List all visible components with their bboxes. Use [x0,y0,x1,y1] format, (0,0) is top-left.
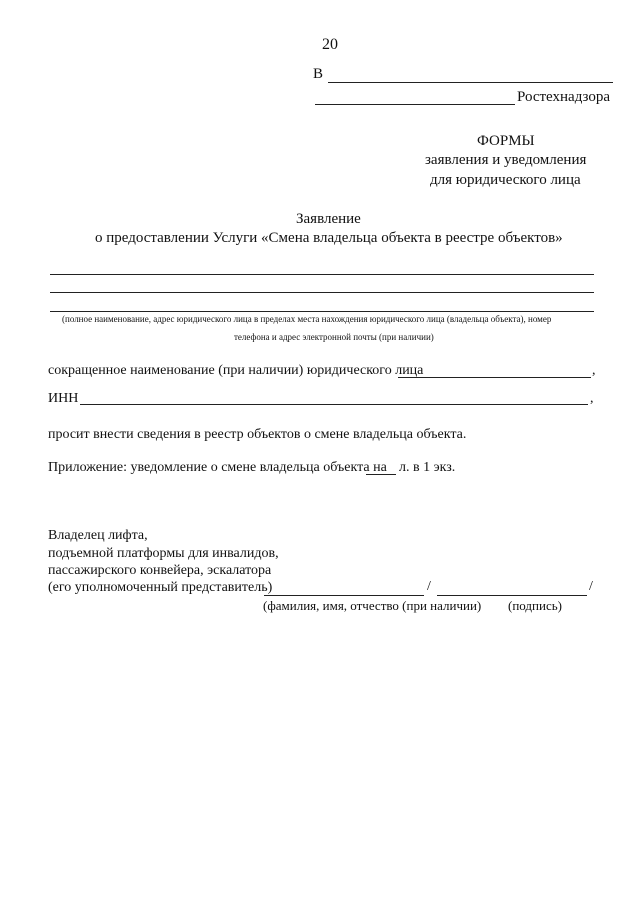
attachment-label: Приложение: уведомление о смене владельца объекта на [48,460,387,475]
signature-end: / [589,579,593,594]
signature-separator: / [427,579,431,594]
attachment-suffix: л. в 1 экз. [399,460,456,475]
forms-title: ФОРМЫ [477,133,535,149]
addressee-line-1[interactable] [328,82,613,83]
owner-name-field[interactable] [264,595,424,596]
owner-label-1: Владелец лифта, [48,528,148,543]
inn-field[interactable] [80,404,588,405]
legal-entity-line-1[interactable] [50,274,594,275]
owner-signature-field[interactable] [437,595,587,596]
caption-signature: (подпись) [508,598,562,613]
attachment-pages-field[interactable] [366,474,396,475]
owner-label-4: (его уполномоченный представитель) [48,580,273,595]
request-text: просит внести сведения в реестр объектов о смене владельца объекта. [48,427,467,442]
addressee-line-2[interactable] [315,104,515,105]
caption-name: (фамилия, имя, отчество (при наличии) [263,598,482,613]
legal-entity-line-2[interactable] [50,292,594,293]
page-number: 20 [322,36,338,53]
forms-subtitle-2: для юридического лица [430,172,581,188]
inn-label: ИНН [48,391,79,406]
forms-subtitle-1: заявления и уведомления [425,152,587,168]
addressee-suffix: Ростехнадзора [517,89,611,105]
short-name-field[interactable] [398,377,591,378]
legal-entity-hint-2: телефона и адрес электронной почты (при наличии) [234,332,434,342]
owner-label-3: пассажирского конвейера, эскалатора [48,563,272,578]
short-name-label: сокращенное наименование (при наличии) юридического лица [48,363,424,378]
statement-title: Заявление [296,211,361,227]
inn-comma: , [590,391,594,406]
legal-entity-hint-1: (полное наименование, адрес юридического лица в пределах места нахождения юридического лица (владельца объекта), номер [62,314,552,324]
owner-label-2: подъемной платформы для инвалидов, [48,546,279,561]
statement-subtitle: о предоставлении Услуги «Смена владельца объекта в реестре объектов» [95,230,563,246]
addressee-prefix: В [313,66,324,82]
legal-entity-line-3[interactable] [50,311,594,312]
short-name-comma: , [592,363,596,378]
